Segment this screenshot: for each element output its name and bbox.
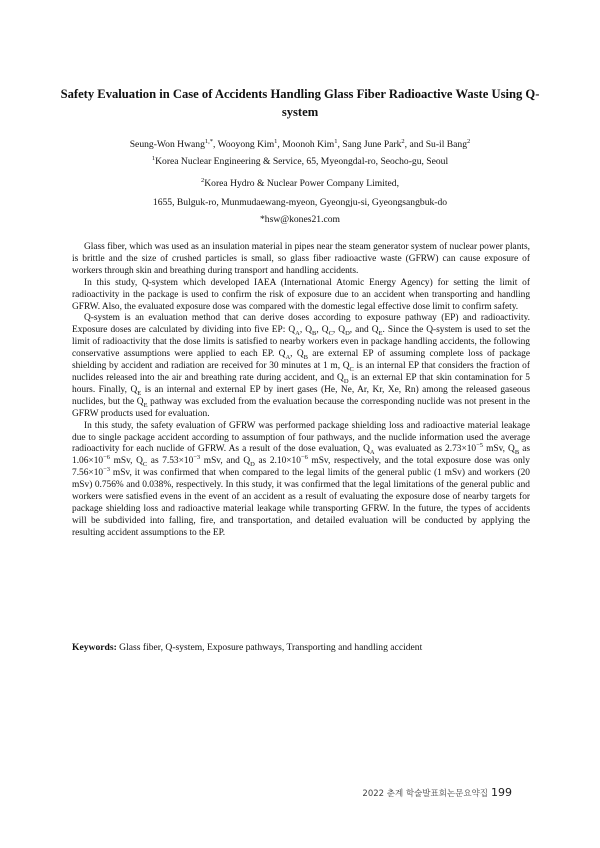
affiliation-2 <box>60 177 540 190</box>
affiliation-2-marker: 2 <box>200 176 205 184</box>
affiliation-1 <box>60 155 540 168</box>
author-name: Seung-Won Hwang <box>129 139 205 150</box>
affiliation-1-marker: 1 <box>151 154 156 162</box>
paper-title: Safety Evaluation in Case of Accidents Handling Glass Fiber Radioactive Waste Using Q-system <box>60 87 540 119</box>
author-list: Seung-Won Hwang$^{1,*}$, Wooyong Kim$^1$, Moonoh Kim$^1$, Sang June Park$^2$, and Su-il Bang$^2$ <box>129 137 471 150</box>
author-name: Su-il Bang <box>425 139 468 150</box>
author-affiliation-marker: 1,* <box>204 137 214 145</box>
keywords-label: Keywords: <box>72 642 117 653</box>
keywords <box>72 642 530 654</box>
author-affiliation-marker: 1 <box>274 137 278 145</box>
abstract-paragraph-4: In this study, the safety evaluation of GFRW was performed package shielding loss and radioactive material leakage due to single package accident according to assumption of four pathways, and the nuclide information used the average radioactivity for each nuclide of GFRW. As a result of the dose evaluation, $Q_A$ was evaluated as $2.73\times 10^{-5}$ mSv, $Q_B$ as $1.06\times 10^{-6}$ mSv, $Q_C$ as $7.53\times 10^{-3}$ mSv, and $Q_D$ as $2.10\times 10^{-6}$ mSv, respectively, and the total exposure dose was only $7.56\times 10^{-3}$ mSv, it was confirmed that when compared to the legal limits of the general public (1 mSv) and workers (20 mSv) 0.756% and 0.038%, respectively. In this study, it was confirmed that the legal limitations of the general public and workers were satisfied evens in the event of an accident as a result of evaluating the exposure dose of nearby targets for package shielding loss and radioactive material leakage while transporting GFRW. In the future, the types of accidents will be subdivided into falling, fire, and transportation, and detailed evaluation will be conducted by applying the resulting accident assumptions to the EP. <box>72 420 531 538</box>
abstract-paragraph-3: Q-system is an evaluation method that can derive doses according to exposure pathway (EP) and radioactivity. Exposure doses are calculated by dividing into five EP: $Q_A$, $Q_B$, $Q_C$, $Q_D$, and $Q_E$. Since the Q-system is used to set the limit of radioactivity that the dose limits is satisfied to nearby workers even in package handling accidents, the following conservative assumptions were applied to each EP. $Q_A$, $Q_B$ are external EP of assuming complete loss of package shielding by accident and radiation are received for 30 minutes at 1 m, $Q_C$ is an internal EP that considers the fraction of nuclides released into the air and breathing rate during accident, and $Q_D$ is an external EP that skin contamination for 5 hours. Finally, $Q_E$ is an internal and external EP by inert gases (He, Ne, Ar, Kr, Xe, Rn) among the released gaseous nuclides, but the $Q_E$ pathway was excluded from the evaluation because the corresponding nuclide was not present in the GFRW products used for evaluation. <box>72 313 531 419</box>
page-number: 199 <box>491 786 512 799</box>
author-name: Sang June Park <box>342 139 402 150</box>
abstract-body <box>72 242 530 540</box>
keywords-text: Glass fiber, Q-system, Exposure pathways, Transporting and handling accident <box>116 642 423 653</box>
affiliation-1-text: Korea Nuclear Engineering & Service, 65, Myeongdal-ro, Seocho-gu, Seoul <box>155 156 449 167</box>
affiliation-2-text: Korea Hydro & Nuclear Power Company Limited, <box>204 178 399 189</box>
abstract-paragraph-1: Glass fiber, which was used as an insulation material in pipes near the steam generator system of nuclear power plants, is brittle and the size of crushed particles is small, so glass fiber radioactive waste (GFRW) can cause exposure of workers through skin and breathing during transport and handling accidents. <box>72 242 530 276</box>
author-name: Moonoh Kim <box>282 139 335 150</box>
author-affiliation-marker: 2 <box>467 137 471 145</box>
page-footer <box>362 786 512 799</box>
corresponding-email: *hsw@kones21.com <box>260 214 340 225</box>
author-affiliation-marker: 1 <box>334 137 338 145</box>
author-name: Wooyong Kim <box>217 139 275 150</box>
journal-name: 2022 춘계 학술발표회논문요약집 <box>362 789 488 799</box>
affiliation-2-address: 1655, Bulguk-ro, Munmudaewang-myeon, Gyeongju-si, Gyeongsangbuk-do <box>152 197 448 208</box>
author-affiliation-marker: 2 <box>401 137 405 145</box>
abstract-paragraph-2: In this study, Q-system which developed IAEA (International Atomic Energy Agency) for setting the limit of radioactivity in the package is used to confirm the risk of exposure due to an accident when transporting and handling GFRW. Also, the evaluated exposure dose was compared with the domestic legal effective dose limit to confirm safety. <box>72 277 530 312</box>
